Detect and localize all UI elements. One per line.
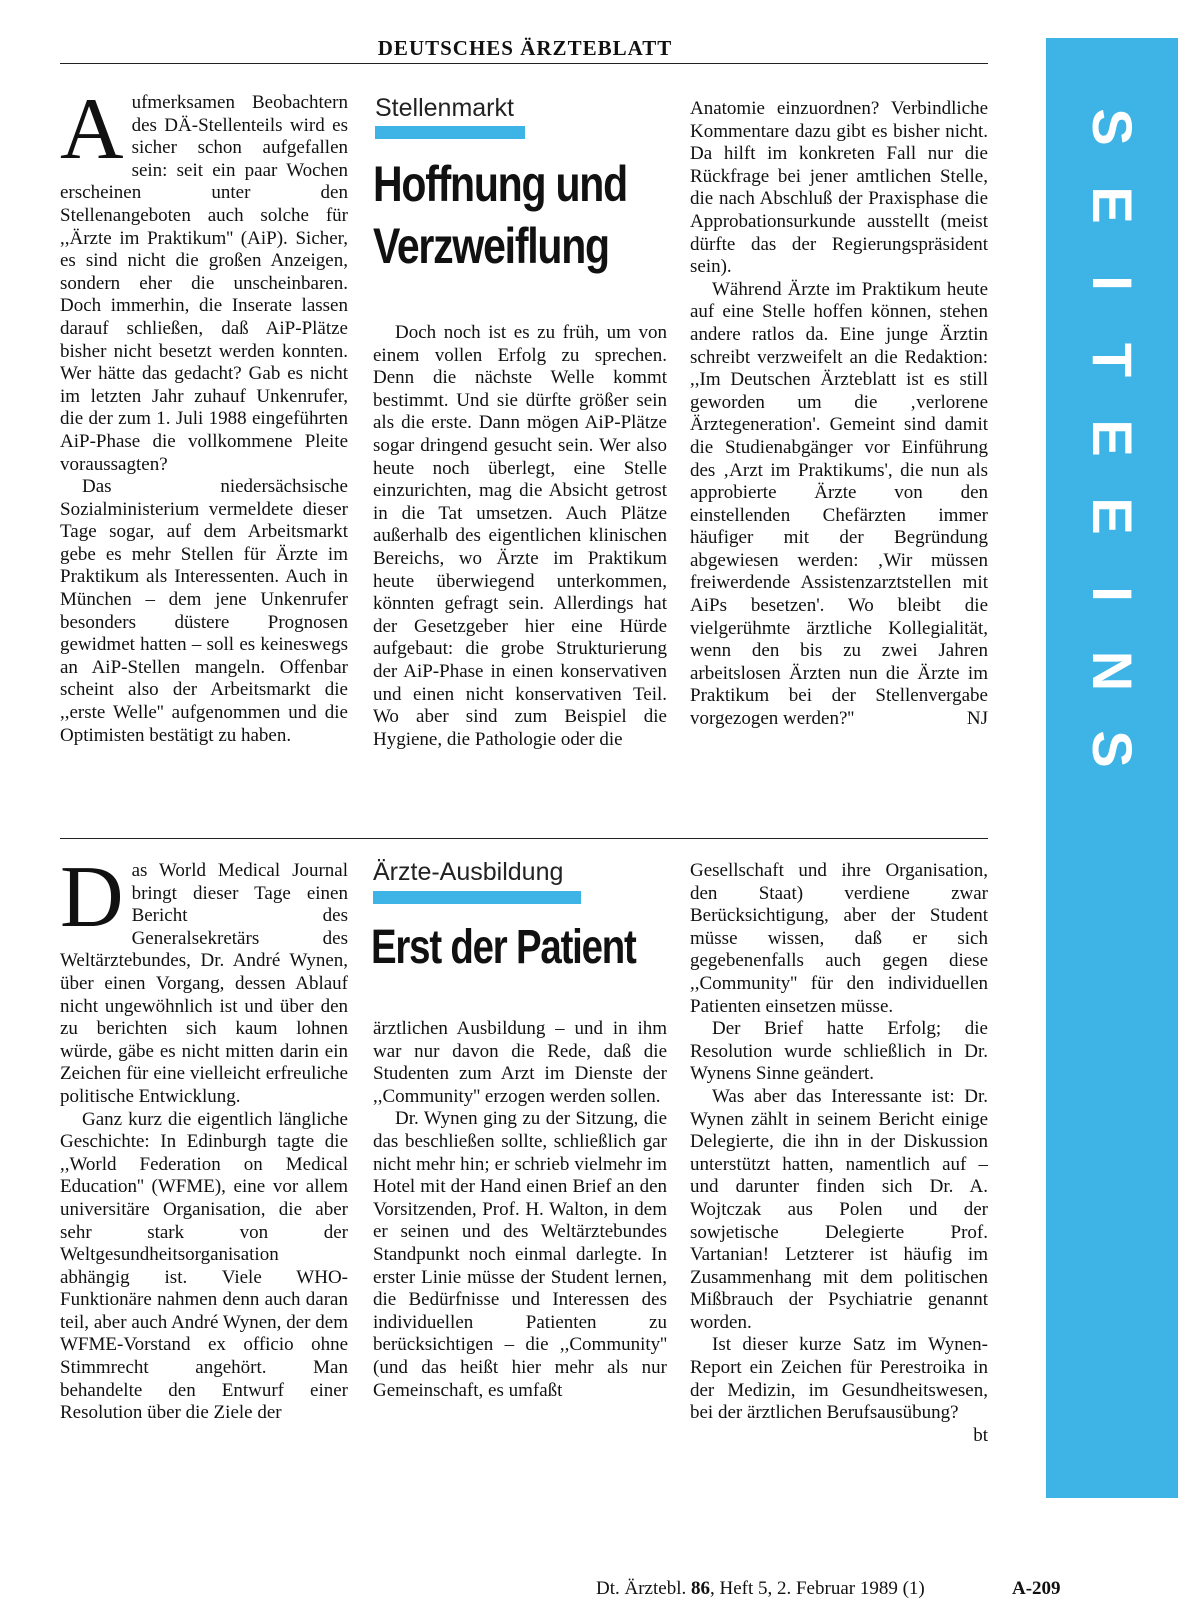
masthead-rule: [60, 63, 988, 64]
article2-col3-p3: Was aber das Interessante ist: Dr. Wynen zählt in seinem Bericht einige Delegierte, die ihn in der Diskussion unterstützt hatten, namentlich auf – und darunter finden sich Dr. A. Wojtczak aus Polen und der sowjetische Delegierte Prof. Vartanian! Letzterer ist häufig im Zusammenhang mit dem politischen Mißbrauch der Psychiatrie genannt worden.: [690, 1085, 988, 1333]
article2-col2-p1: ärztlichen Ausbildung – und in ihm war nur davon die Rede, daß die Studenten zum Arzt im Dienste der ,,Community'' erzogen werden sollen.: [373, 1018, 667, 1107]
masthead: DEUTSCHES ÄRZTEBLATT: [377, 36, 673, 60]
article2-col2-p2: Dr. Wynen ging zu der Sitzung, die das beschließen sollte, schließlich gar nicht mehr hin; er schrieb vielmehr im Hotel mit der Hand einen Brief an den Vorsitzenden, Prof. H. Walton, in dem er seinen und des Weltärztebundes Standpunkt noch einmal darlegte. In erster Linie müsse der Student lernen, die Bedürfnisse und Interessen des individuellen Patienten zu berücksichtigen – die ,,Community'' (und das heißt hier mehr als nur Gemeinschaft, es umfaßt: [373, 1108, 667, 1401]
page-number: A-209: [1012, 1578, 1061, 1599]
footer-journal: Dt. Ärztebl.: [596, 1578, 687, 1599]
article2-col2: [373, 1018, 667, 1402]
article1-col1-p1: ufmerksamen Beobachtern des DÄ-Stellenteils wird es sicher schon aufgefallen sein: seit ein paar Wochen erscheinen unter den Stellenangeboten auch solche für ,,Ärzte im Praktikum'' (AiP). Sicher, es sind nicht die großen Anzeigen, sondern eher die unscheinbaren. Doch immerhin, die Inserate lassen darauf schließen, daß AiP-Plätze bisher nicht besetzt werden konnten. Wer hätte das gedacht? Gab es nicht im letzten Jahr zuhauf Unkenrufer, die der zum 1. Juli 1988 eingeführten AiP-Phase die vollkommene Pleite voraussagten?: [60, 92, 348, 475]
sidebar-letter: N: [1081, 651, 1144, 692]
article2-col3: [690, 860, 988, 1447]
article2-headline: Erst der Patient: [371, 921, 636, 974]
article1-headline-line1: Hoffnung und: [373, 156, 627, 212]
article2-col3-p2: Der Brief hatte Erfolg; die Resolution wurde schließlich in Dr. Wynens Sinne geändert.: [690, 1018, 988, 1085]
article1-headline-line2: Verzweiflung: [373, 218, 609, 274]
sidebar-letter: E: [1081, 419, 1144, 457]
section-divider: [60, 838, 988, 839]
article1-col1-p2: Das niedersächsische Sozialministerium vermeldete dieser Tage sogar, auf dem Arbeitsmarkt gebe es mehr Stellen für Ärzte im Praktikum als Interessenten. Auch in München – dem jene Unkenrufer besonders düstere Prognosen gewidmet hatten – soll es keineswegs an AiP-Stellen mangeln. Offenbar scheint also der Arbeitsmarkt die ,,erste Welle'' aufgenommen und die Optimisten bestätigt zu haben.: [60, 476, 348, 746]
sidebar-letter: T: [1081, 343, 1144, 378]
article2-col1-p1: as World Medical Journal bringt dieser Tage einen Bericht des Generalsekretärs des Weltärztebundes, Dr. André Wynen, über einen Vorgang, dessen Ablauf nicht ungewöhnlich ist und über den zu berichten sich kaum lohnen würde, gäbe es nicht mitten darin ein Zeichen für eine vielleicht erfreuliche politische Entwicklung.: [60, 860, 348, 1107]
dropcap-d: D: [60, 849, 124, 946]
article2-col1: [60, 849, 348, 1425]
article2-signature: bt: [973, 1424, 988, 1446]
article1-col2-p1: Doch noch ist es zu früh, um von einem vollen Erfolg zu sprechen. Denn die nächste Welle kommt bestimmt. Und sie dürfte größer sein als die erste. Dann mögen AiP-Plätze sogar dringend gesucht sein. Wer also heute noch überlegt, eine Stelle einzurichten, mag die Absicht getrost in die Tat umsetzen. Auch Plätze außerhalb des eigentlichen klinischen Bereichs, wo Ärzte im Praktikum heute überwiegend unterkommen, könnten gefragt sein. Allerdings hat der Gesetzgeber hier eine Hürde aufgebaut: die grobe Strukturierung der AiP-Phase in einen konservativen und einen nicht konservativen Teil. Wo aber sind zum Beispiel die Hygiene, die Pathologie oder die: [373, 322, 667, 750]
article1-col3-p2-text: Während Ärzte im Praktikum heute auf eine Stelle hoffen können, stehen andere ratlos da. Eine junge Ärztin schreibt verzweifelt an die Redaktion: ,,Im Deutschen Ärzteblatt ist es still geworden um die ‚verlorene Ärztegeneration'. Gemeint sind damit die Studienabgänger vor Einführung des ‚Arzt im Praktikums', die nun als approbierte Ärzte von den einstellenden Chefärzten immer häufiger mit der Begründung abgewiesen werden: ‚Wir müssen freiwerdende Assistenzarztstellen mit AiPs besetzen'. Wo bleibt die vielgerühmte ärztliche Kollegialität, wenn den bis zu zwei Jahren arbeitslosen Ärzten nun die Ärzte im Praktikum bei der Stellenvergabe vorgezogen werden?'': [690, 278, 988, 730]
sidebar-letter: S: [1081, 108, 1144, 146]
article2-col3-p4-text: Ist dieser kurze Satz im Wynen-Report ein Zeichen für Perestroika in der Medizin, im Gesundheitswesen, bei der ärztlichen Berufsausübung?: [690, 1334, 988, 1424]
article1-kicker: Stellenmarkt: [375, 94, 514, 122]
article2-kicker-bar: [373, 891, 581, 904]
dropcap-a: A: [60, 81, 124, 178]
article1-col1: [60, 81, 348, 747]
footer-citation: [596, 1578, 925, 1600]
article2-col3-p1: Gesellschaft und ihre Organisation, den Staat) verdiene zwar Berücksichtigung, aber der Student müsse wissen, daß er sich gegebenenfalls auch gegen diese ,,Community'' für den individuellen Patienten einsetzen müsse.: [690, 860, 988, 1017]
article1-signature: NJ: [966, 708, 988, 730]
footer-volume: 86: [690, 1578, 710, 1599]
article2-col1-p2: Ganz kurz die eigentlich längliche Geschichte: In Edinburgh tagte die ,,World Federation on Medical Education'' (WFME), eine vor allem universitäre Organisation, die aber sehr stark von der Weltgesundheitsorganisation abhängig ist. Viele WHO-Funktionäre nahmen denn auch daran teil, aber auch André Wynen, der dem WFME-Vorstand ex officio ohne Stimmrecht angehört. Man behandelte den Entwurf einer Resolution über die Ziele der: [60, 1108, 348, 1424]
sidebar-letter: E: [1081, 497, 1144, 535]
sidebar-letter: S: [1081, 730, 1144, 768]
sidebar-letter: I: [1081, 585, 1144, 602]
footer-issue: , Heft 5, 2. Februar 1989 (1): [709, 1578, 925, 1599]
article2-kicker: Ärzte-Ausbildung: [373, 858, 564, 886]
sidebar-letter: I: [1081, 274, 1144, 291]
sidebar-letter: E: [1081, 186, 1144, 224]
article2-col3-p4: [690, 1334, 988, 1446]
article1-col3-p1: Anatomie einzuordnen? Verbindliche Kommentare dazu gibt es bisher nicht. Da hilft im konkreten Fall nur die Rückfrage bei jener amtlichen Stelle, die nach Abschluß der Praxisphase die Approbationsurkunde ausstellt (meist dürfte das der Regierungspräsident sein).: [690, 98, 988, 278]
article1-col3: [690, 98, 988, 731]
sidebar-letters: [1046, 98, 1178, 778]
article1-col3-p2: [690, 279, 988, 731]
article1-kicker-bar: [375, 126, 525, 139]
seite-eins-sidebar: [1046, 38, 1178, 1498]
article1-col2: [373, 322, 667, 751]
